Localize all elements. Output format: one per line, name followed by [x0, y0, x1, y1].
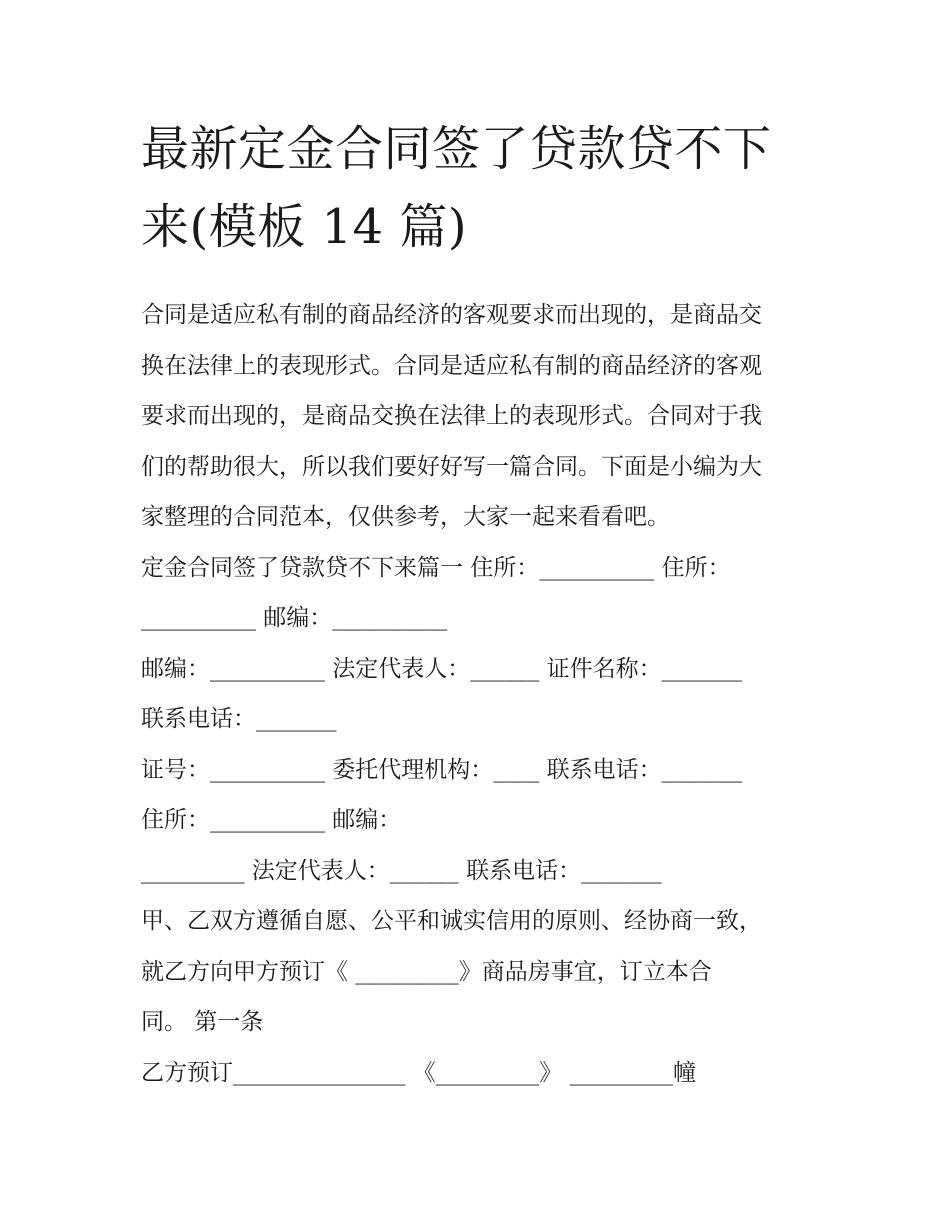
document-title: 最新定金合同签了贷款贷不下 来(模板 14 篇)	[141, 121, 772, 255]
intro-paragraph: 合同是适应私有制的商品经济的客观要求而出现的，是商品交 换在法律上的表现形式。合同是适应私有制的商品经济的客观 要求而出现的，是商品交换在法律上的表现形式。合同对于我 们的帮助很大，所以我们要好好写一篇合同。下面是小编为大 家整理的合同范本，仅供参考，大家一起来看看吧。	[141, 302, 762, 530]
contract-party-info-4: _________ 法定代表人：______ 联系电话：_______	[141, 857, 662, 884]
contract-preamble: 甲、乙双方遵循自愿、公平和诚实信用的原则、经协商一致， 就乙方向甲方预订《 _________》商品房事宜，订立本合 同。 第一条	[141, 908, 762, 1035]
contract-clause-1: 乙方预订_______________ 《_________》 _________幢	[141, 1059, 697, 1086]
contract-party-info-2: 邮编：__________ 法定代表人：______ 证件名称：_______ 联系电话：_______	[141, 655, 743, 732]
document-page	[141, 110, 821, 1098]
contract-party-info-1: 定金合同签了贷款贷不下来篇一 住所：__________ 住所： __________ 邮编：__________	[141, 554, 731, 631]
contract-party-info-3: 证号：__________ 委托代理机构：____ 联系电话：_______ 住所：__________ 邮编：	[141, 756, 743, 833]
